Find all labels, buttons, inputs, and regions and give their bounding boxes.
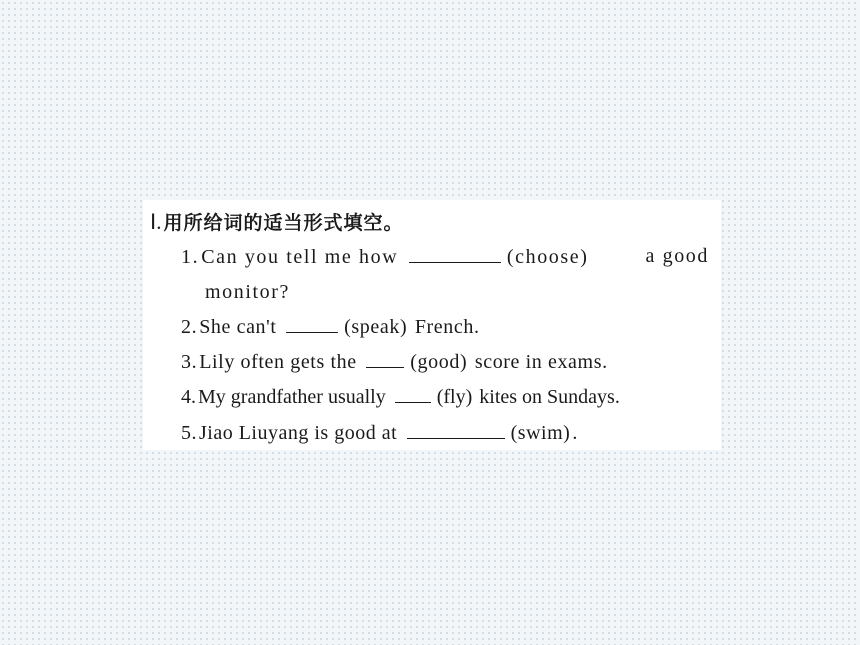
question-3 <box>181 349 608 374</box>
question-text-after: kites on Sundays. <box>479 386 620 408</box>
question-text-after: French. <box>414 316 480 338</box>
question-text-before: Can you tell me how <box>201 246 399 268</box>
question-text-before: She can't <box>199 316 277 338</box>
question-text-after: . <box>572 422 578 444</box>
question-text-before: My grandfather usually <box>198 386 386 408</box>
question-number: 2. <box>181 316 198 338</box>
answer-blank[interactable] <box>409 244 501 263</box>
question-4 <box>181 384 620 409</box>
question-number: 1. <box>181 246 200 268</box>
exercise-heading <box>150 208 403 235</box>
word-hint: (fly) <box>436 386 473 408</box>
answer-blank[interactable] <box>395 384 431 403</box>
question-text-continuation: monitor? <box>205 281 291 303</box>
question-text-after: score in exams. <box>474 351 608 373</box>
instruction-text: 用所给词的适当形式填空。 <box>163 212 404 234</box>
question-number: 4. <box>181 386 196 408</box>
word-hint: (swim) <box>510 422 571 444</box>
question-2 <box>181 314 480 339</box>
question-text-before: Jiao Liuyang is good at <box>199 422 398 444</box>
answer-blank[interactable] <box>366 349 404 368</box>
word-hint: (speak) <box>344 316 408 338</box>
exercise-card <box>143 200 721 450</box>
answer-blank[interactable] <box>407 420 505 439</box>
question-1-continued <box>205 280 290 304</box>
question-text-after: a good <box>645 245 709 267</box>
answer-blank[interactable] <box>286 314 338 333</box>
section-number: Ⅰ. <box>150 210 162 234</box>
word-hint: (good) <box>410 351 468 373</box>
question-5 <box>181 420 578 445</box>
question-1 <box>181 244 709 269</box>
question-text-before: Lily often gets the <box>199 351 357 373</box>
question-number: 3. <box>181 351 198 373</box>
word-hint: (choose) <box>506 246 589 268</box>
question-number: 5. <box>181 422 197 444</box>
